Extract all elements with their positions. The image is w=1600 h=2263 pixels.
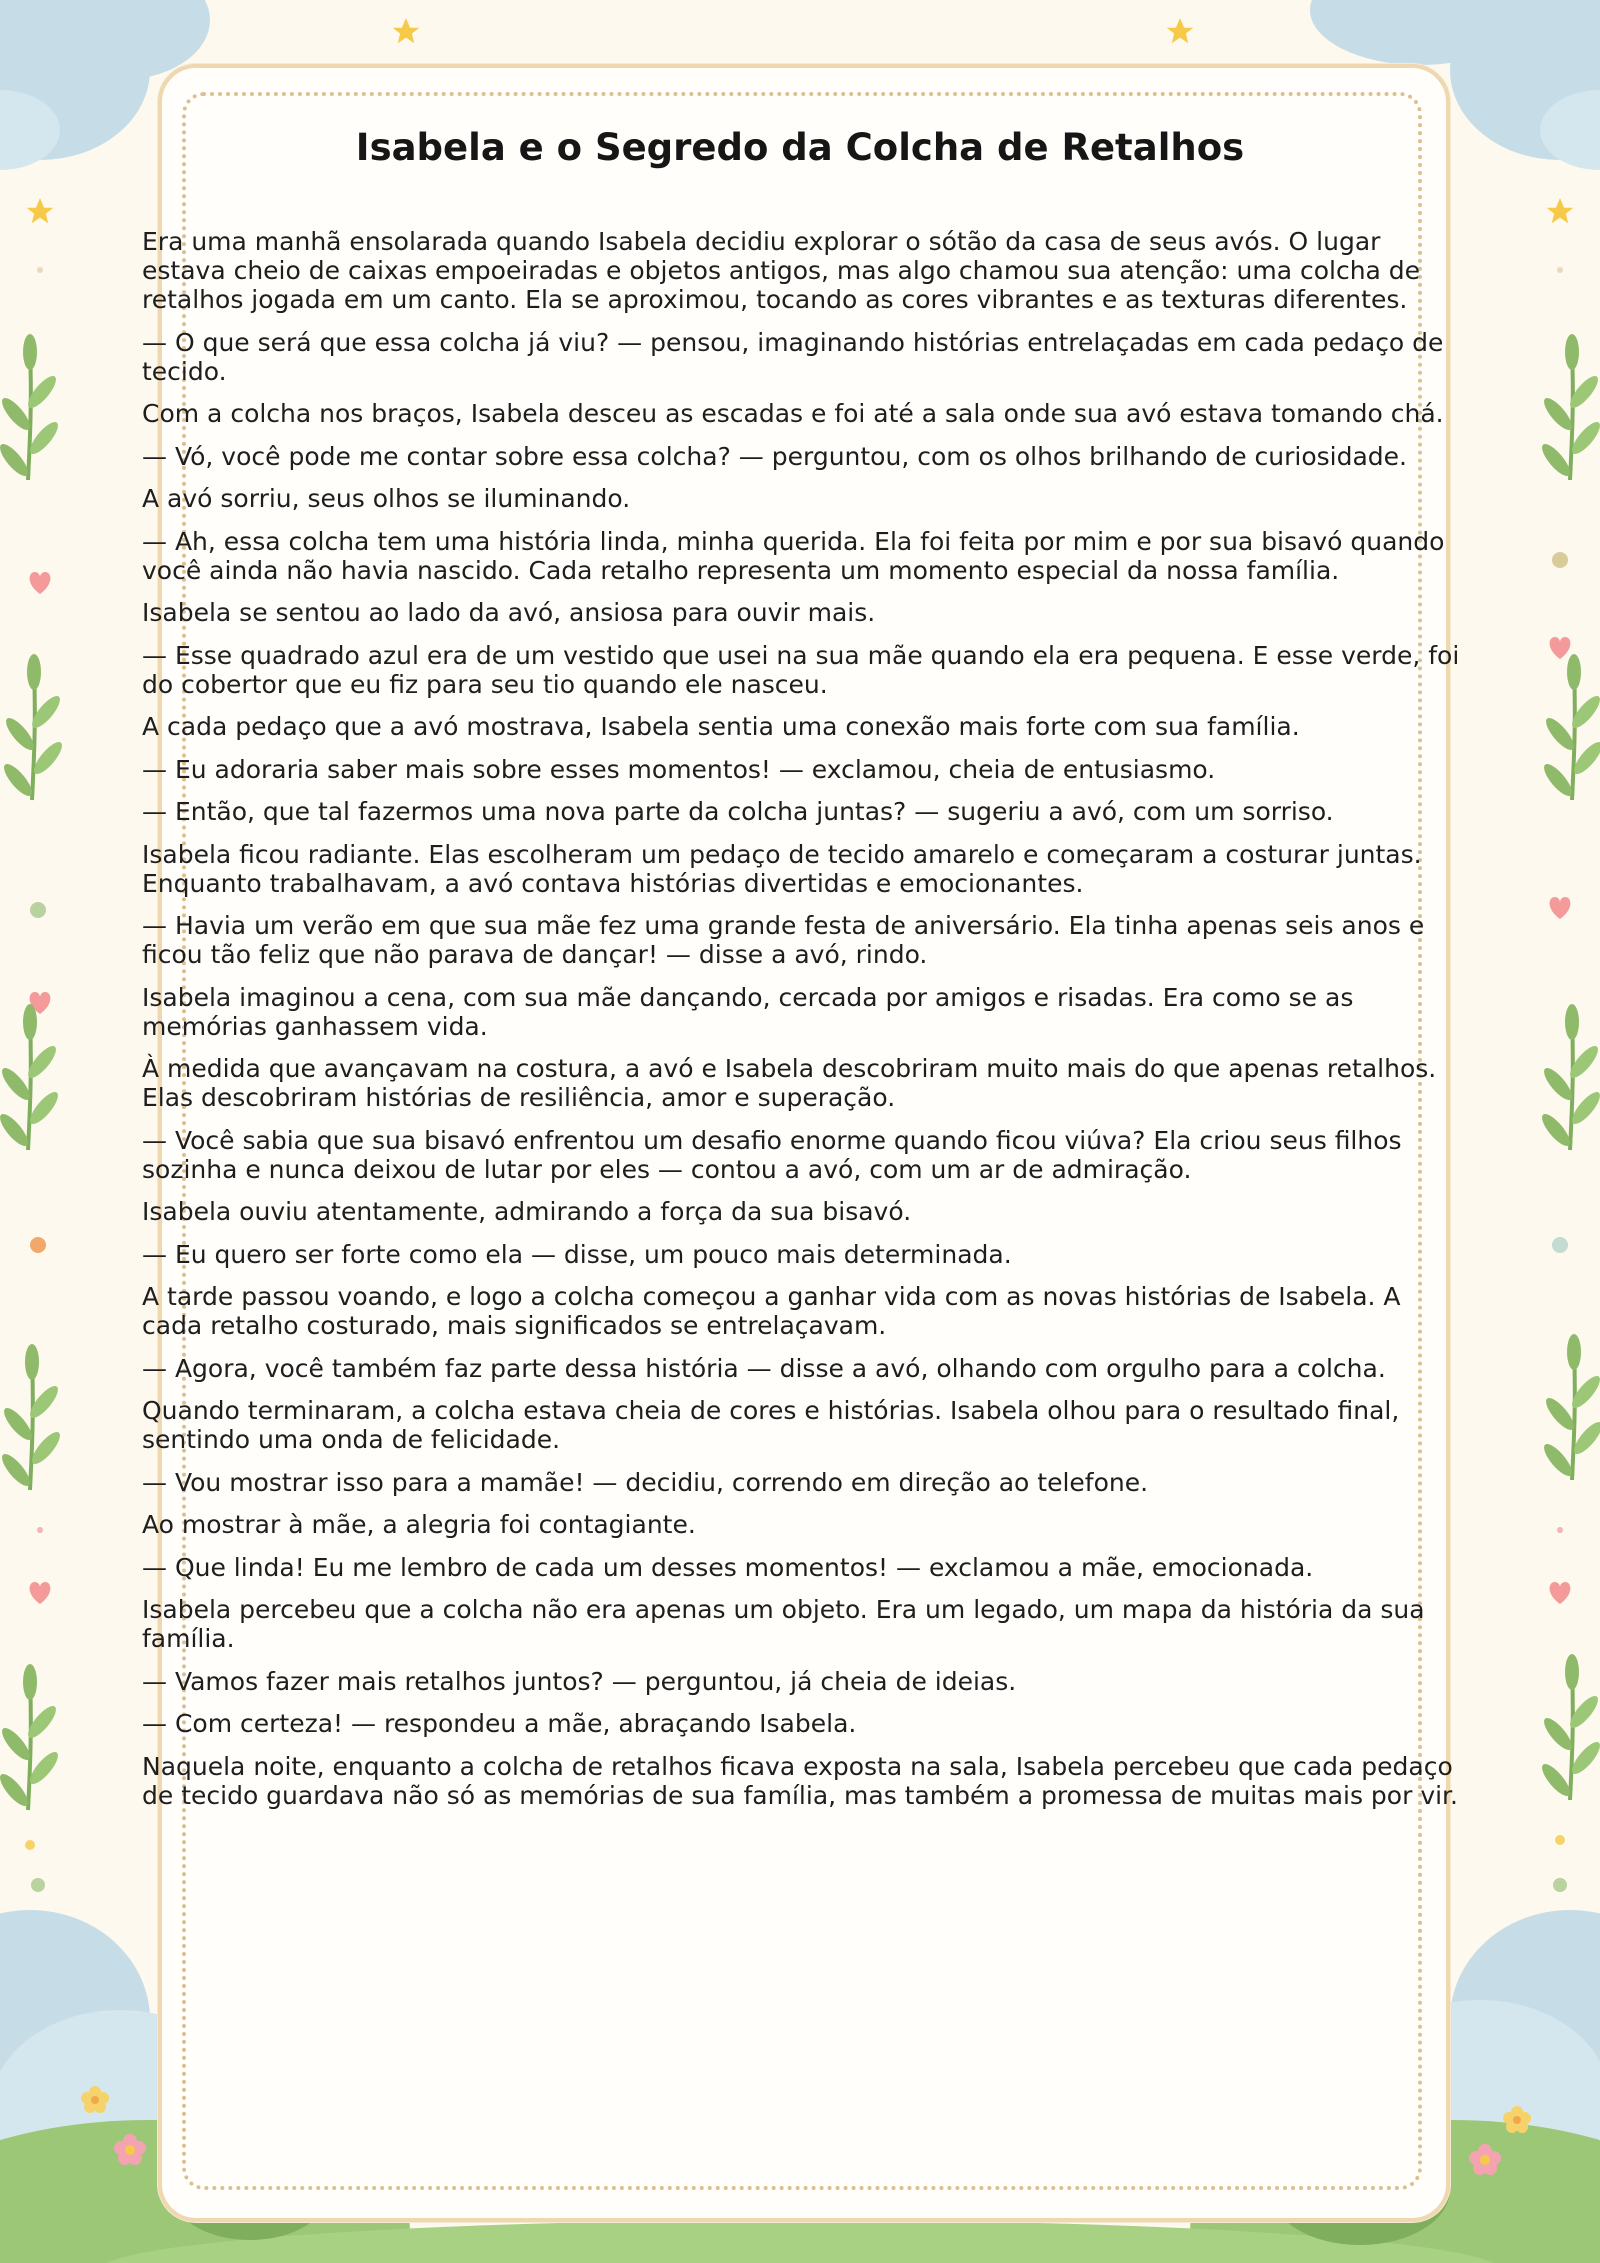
story-paragraph: Com a colcha nos braços, Isabela desceu as escadas e foi até a sala onde sua avó estava tomando chá. bbox=[142, 399, 1444, 428]
story-paragraph: — Vou mostrar isso para a mamãe! — decidiu, correndo em direção ao telefone. bbox=[142, 1467, 1149, 1497]
story-paragraph: A cada pedaço que a avó mostrava, Isabela sentia uma conexão mais forte com sua família. bbox=[142, 712, 1300, 741]
story-paragraph: — Esse quadrado azul era de um vestido que usei na sua mãe quando ela era pequena. E esse verde, foi do cobertor que eu fiz para seu tio quando ele nasceu. bbox=[142, 640, 1460, 699]
leaf-branch-icon bbox=[1538, 1004, 1600, 1150]
story-paragraph: — Eu adoraria saber mais sobre esses momentos! — exclamou, cheia de entusiasmo. bbox=[142, 754, 1216, 784]
leaf-branch-icon bbox=[1538, 1654, 1600, 1800]
star-icon bbox=[1547, 198, 1574, 223]
story-paragraph: Quando terminaram, a colcha estava cheia de cores e histórias. Isabela olhou para o resultado final, sentindo uma onda de felicidade. bbox=[142, 1396, 1400, 1454]
story-paragraph: Isabela percebeu que a colcha não era apenas um objeto. Era um legado, um mapa da história da sua família. bbox=[142, 1595, 1425, 1653]
story-paragraph: Era uma manhã ensolarada quando Isabela decidiu explorar o sótão da casa de seus avós. O lugar estava cheio de caixas empoeiradas e objetos antigos, mas algo chamou sua atenção: uma colcha de retalhos jogada em um canto. Ela se aproximou, tocando as cores vibrantes e as texturas diferentes. bbox=[142, 227, 1421, 314]
story-paragraph: Isabela se sentou ao lado da avó, ansiosa para ouvir mais. bbox=[142, 598, 876, 627]
leaf-branch-icon bbox=[1540, 1334, 1600, 1480]
page-title: Isabela e o Segredo da Colcha de Retalhos bbox=[355, 126, 1245, 169]
story-paragraph: Isabela ouviu atentamente, admirando a força da sua bisavó. bbox=[142, 1197, 912, 1226]
story-paragraph: A tarde passou voando, e logo a colcha começou a ganhar vida com as novas histórias de Isabela. A cada retalho costurado, mais significados se entrelaçavam. bbox=[142, 1282, 1401, 1340]
leaf-branch-icon bbox=[1540, 654, 1600, 800]
story-paragraph: — Com certeza! — respondeu a mãe, abraçando Isabela. bbox=[142, 1709, 857, 1738]
story-paragraph: A avó sorriu, seus olhos se iluminando. bbox=[142, 484, 631, 513]
story-paragraph: — Ah, essa colcha tem uma história linda, minha querida. Ela foi feita por mim e por sua bisavó quando você ainda não havia nascido. Cada retalho representa um momento especial da nossa família. bbox=[142, 526, 1445, 585]
heart-icon bbox=[30, 1582, 51, 1604]
story-paragraph: — O que será que essa colcha já viu? — pensou, imaginando histórias entrelaçadas em cada pedaço de tecido. bbox=[142, 327, 1444, 386]
leaf-branch-icon bbox=[0, 1344, 64, 1490]
leaf-branch-icon bbox=[0, 1664, 62, 1810]
leaf-branch-icon bbox=[0, 1004, 62, 1150]
story-paragraph: — Havia um verão em que sua mãe fez uma grande festa de aniversário. Ela tinha apenas seis anos e ficou tão feliz que não parava de dançar! — disse a avó, rindo. bbox=[142, 911, 1425, 969]
heart-icon bbox=[1550, 1582, 1571, 1604]
story-paragraph: — Eu quero ser forte como ela — disse, um pouco mais determinada. bbox=[142, 1239, 1012, 1269]
heart-icon bbox=[1550, 897, 1571, 919]
leaf-branch-icon bbox=[1538, 334, 1600, 480]
story-paragraph: — Vó, você pode me contar sobre essa colcha? — perguntou, com os olhos brilhando de curiosidade. bbox=[142, 441, 1408, 471]
leaf-branch-icon bbox=[0, 334, 62, 480]
story-paragraph: — Então, que tal fazermos uma nova parte da colcha juntas? — sugeriu a avó, com um sorriso. bbox=[142, 797, 1334, 826]
story-text bbox=[142, 227, 1462, 1823]
leaf-branch-icon bbox=[0, 654, 66, 800]
star-icon bbox=[1167, 18, 1194, 43]
story-paragraph: — Você sabia que sua bisavó enfrentou um desafio enorme quando ficou viúva? Ela criou seus filhos sozinha e nunca deixou de lutar por eles — contou a avó, com um ar de admiração. bbox=[142, 1125, 1402, 1184]
story-paragraph: À medida que avançavam na costura, a avó e Isabela descobriram muito mais do que apenas retalhos. Elas descobriram histórias de resiliência, amor e superação. bbox=[142, 1054, 1437, 1112]
story-paragraph: Isabela ficou radiante. Elas escolheram um pedaço de tecido amarelo e começaram a costurar juntas. Enquanto trabalhavam, a avó contava histórias divertidas e emocionantes. bbox=[142, 839, 1422, 898]
story-paragraph: Ao mostrar à mãe, a alegria foi contagiante. bbox=[142, 1510, 696, 1539]
star-icon bbox=[27, 198, 54, 223]
story-paragraph: — Vamos fazer mais retalhos juntos? — perguntou, já cheia de ideias. bbox=[142, 1666, 1017, 1696]
story-paragraph: Isabela imaginou a cena, com sua mãe dançando, cercada por amigos e risadas. Era como se as memórias ganhassem vida. bbox=[142, 982, 1354, 1041]
star-icon bbox=[393, 18, 420, 43]
heart-icon bbox=[30, 572, 51, 594]
story-paragraph: Naquela noite, enquanto a colcha de retalhos ficava exposta na sala, Isabela percebeu que cada pedaço de tecido guardava não só as memórias de sua família, mas também a promessa de muitas mais por vir. bbox=[142, 1751, 1458, 1810]
story-paragraph: — Agora, você também faz parte dessa história — disse a avó, olhando com orgulho para a colcha. bbox=[142, 1353, 1386, 1383]
story-paragraph: — Que linda! Eu me lembro de cada um desses momentos! — exclamou a mãe, emocionada. bbox=[142, 1552, 1314, 1582]
heart-icon bbox=[1550, 637, 1571, 659]
